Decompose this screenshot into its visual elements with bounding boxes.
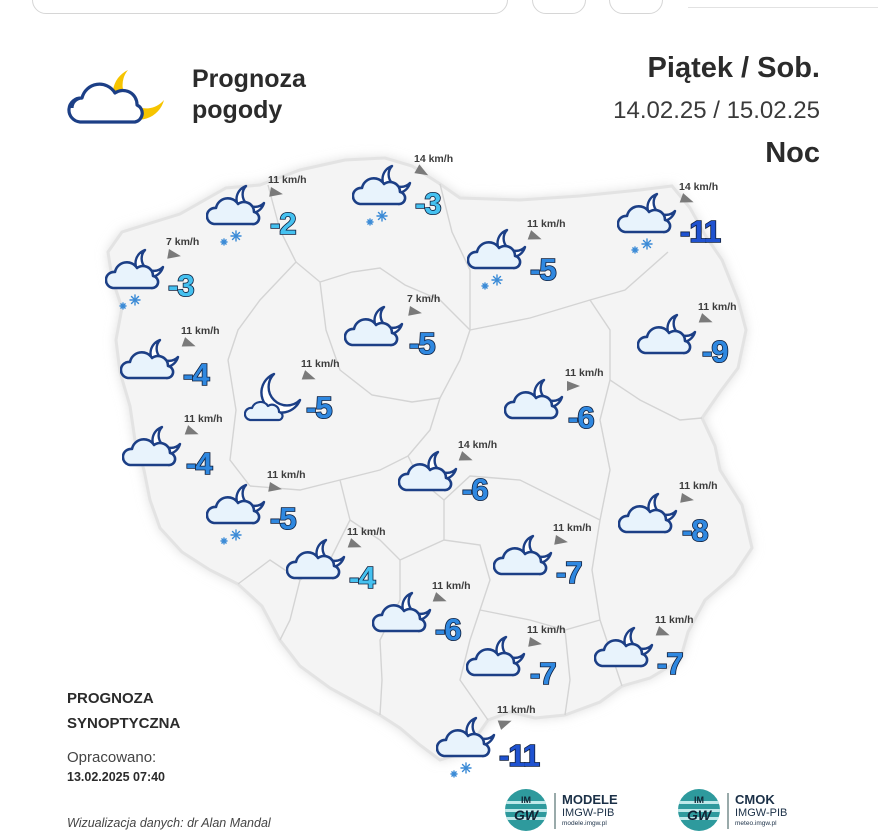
wind-speed-label: 11 km/h [301, 358, 340, 370]
prepared-label: Opracowano: [67, 749, 157, 766]
imgw-logo-icon: IM GW [505, 789, 547, 831]
station-temperature: -6 [462, 472, 488, 507]
cloud-moon-snow-icon [105, 248, 169, 319]
station-temperature: -4 [349, 560, 375, 595]
wind-speed-label: 11 km/h [497, 704, 536, 716]
station-temperature: -3 [168, 268, 194, 303]
cloud-moon-icon [122, 425, 186, 490]
logo-name: MODELE [562, 792, 618, 807]
station-temperature: -6 [568, 400, 594, 435]
logo-org: IMGW-PIB [562, 807, 615, 819]
wind-direction-arrow-icon [268, 482, 283, 494]
wind-speed-label: 11 km/h [267, 469, 306, 481]
wind-speed-label: 11 km/h [181, 325, 220, 337]
wind-speed-label: 11 km/h [698, 301, 737, 313]
wind-speed-label: 11 km/h [268, 174, 307, 186]
logo-org: IMGW-PIB [735, 807, 788, 819]
moon-cloud-icon [244, 370, 308, 435]
app-title: Prognoza pogody [192, 65, 306, 124]
cloud-moon-icon [120, 338, 184, 403]
wind-speed-label: 11 km/h [679, 480, 718, 492]
wind-speed-label: 11 km/h [527, 218, 566, 230]
cloud-moon-icon [66, 64, 166, 139]
wind-speed-label: 11 km/h [565, 367, 604, 379]
station-temperature: -6 [435, 612, 461, 647]
wind-direction-arrow-icon [269, 187, 284, 199]
cloud-moon-snow-icon [206, 483, 270, 554]
cloud-moon-snow-icon [206, 184, 270, 255]
forecast-days: Piątek / Sob. [647, 52, 820, 84]
wind-speed-label: 7 km/h [166, 236, 200, 248]
wind-direction-arrow-icon [567, 381, 580, 391]
wind-direction-arrow-icon [554, 535, 569, 547]
cmok-logo[interactable] [678, 789, 808, 833]
wind-speed-label: 11 km/h [527, 624, 566, 636]
wind-direction-arrow-icon [680, 493, 695, 505]
cloud-moon-icon [466, 635, 530, 700]
station-temperature: -7 [556, 555, 582, 590]
cloud-moon-icon [637, 313, 701, 378]
synoptic-label: PROGNOZA SYNOPTYCZNA [67, 690, 181, 732]
station-temperature: -4 [183, 357, 209, 392]
wind-speed-label: 11 km/h [347, 526, 386, 538]
station-temperature: -5 [306, 390, 332, 425]
cloud-moon-snow-icon [436, 716, 500, 787]
station-temperature: -9 [702, 334, 728, 369]
station-temperature: -7 [657, 646, 683, 681]
logo-divider [554, 793, 556, 829]
station-temperature: -11 [499, 738, 540, 773]
wind-speed-label: 11 km/h [184, 413, 223, 425]
logo-url: meteo.imgw.pl [735, 820, 777, 827]
cloud-moon-icon [372, 591, 436, 656]
cloud-moon-snow-icon [352, 164, 416, 235]
cloud-moon-icon [618, 492, 682, 557]
imgw-logo-icon: IM GW [678, 789, 720, 831]
wind-speed-label: 11 km/h [655, 614, 694, 626]
station-temperature: -7 [530, 656, 556, 691]
station-temperature: -8 [682, 513, 708, 548]
station-temperature: -11 [680, 214, 721, 249]
modele-logo[interactable] [505, 789, 635, 833]
forecast-period: Noc [765, 137, 820, 169]
wind-speed-label: 14 km/h [679, 181, 719, 193]
logo-name: CMOK [735, 792, 775, 807]
station-temperature: -3 [415, 186, 441, 221]
wind-direction-arrow-icon [167, 249, 182, 261]
wind-direction-arrow-icon [528, 637, 543, 649]
station-temperature: -5 [530, 252, 556, 287]
cloud-moon-icon [504, 378, 568, 443]
cloud-moon-icon [594, 626, 658, 691]
cloud-moon-icon [344, 305, 408, 370]
cloud-moon-icon [286, 538, 350, 603]
forecast-dates: 14.02.25 / 15.02.25 [613, 97, 820, 124]
cloud-moon-snow-icon [467, 228, 531, 299]
wind-direction-arrow-icon [408, 306, 423, 318]
logo-divider [727, 793, 729, 829]
station-temperature: -5 [270, 501, 296, 536]
wind-speed-label: 14 km/h [458, 439, 498, 451]
visualization-credit: Wizualizacja danych: dr Alan Mandal [67, 816, 271, 830]
wind-speed-label: 11 km/h [553, 522, 592, 534]
wind-speed-label: 7 km/h [407, 293, 441, 305]
logo-url: modele.imgw.pl [562, 820, 607, 827]
cloud-moon-snow-icon [617, 192, 681, 263]
station-temperature: -2 [270, 206, 296, 241]
wind-speed-label: 14 km/h [414, 153, 454, 165]
cloud-moon-icon [493, 534, 557, 599]
station-temperature: -4 [186, 446, 212, 481]
cloud-moon-icon [398, 450, 462, 515]
prepared-date: 13.02.2025 07:40 [67, 770, 166, 784]
station-temperature: -5 [409, 326, 435, 361]
wind-speed-label: 11 km/h [432, 580, 471, 592]
